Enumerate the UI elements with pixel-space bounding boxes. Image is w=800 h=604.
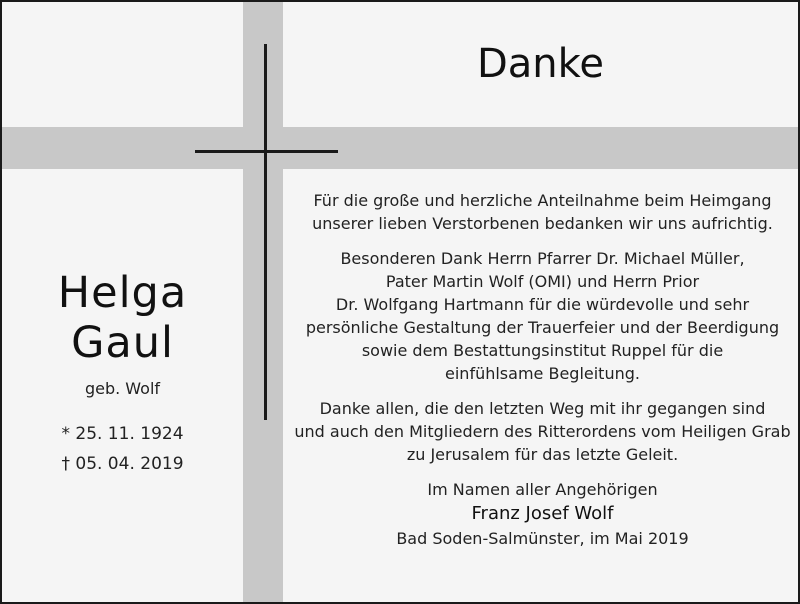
- birth-date: * 25. 11. 1924: [61, 424, 184, 444]
- cross-line-vertical: [264, 44, 267, 420]
- cross-band-horizontal: [2, 127, 800, 169]
- text-line: einfühlsame Begleitung.: [445, 364, 640, 383]
- text-line: Pater Martin Wolf (OMI) und Herrn Prior: [385, 272, 700, 291]
- last-name: Gaul: [71, 318, 174, 368]
- text-line: Danke allen, die den letzten Weg mit ihr gegangen sind: [319, 399, 766, 418]
- text-line: Dr. Wolfgang Hartmann für die würdevolle und sehr: [335, 295, 750, 314]
- place-date: Bad Soden-Salmünster, im Mai 2019: [396, 529, 689, 548]
- paragraph-thanks-all: [283, 397, 800, 466]
- signature: Franz Josef Wolf: [471, 503, 614, 524]
- text-line: unserer lieben Verstorbenen bedanken wir uns aufrichtig.: [312, 214, 773, 233]
- first-name: Helga: [57, 268, 188, 318]
- closing-line: Im Namen aller Angehörigen: [427, 480, 658, 499]
- text-line: Für die große und herzliche Anteilnahme beim Heimgang: [313, 191, 772, 210]
- cross-band-vertical: [243, 2, 283, 604]
- life-dates: [2, 419, 243, 479]
- heading-danke: Danke: [476, 41, 604, 87]
- cross-line-horizontal: [195, 150, 338, 153]
- paragraph-special-thanks: [283, 247, 800, 385]
- message-body: [283, 189, 800, 550]
- text-line: Besonderen Dank Herrn Pfarrer Dr. Michael Müller,: [340, 249, 745, 268]
- death-date: † 05. 04. 2019: [61, 454, 184, 474]
- deceased-block: [2, 268, 243, 479]
- text-line: persönliche Gestaltung der Trauerfeier und der Beerdigung: [305, 318, 780, 337]
- text-line: und auch den Mitgliedern des Ritterordens vom Heiligen Grab: [294, 422, 791, 441]
- text-line: sowie dem Bestattungsinstitut Ruppel für die: [361, 341, 724, 360]
- text-line: zu Jerusalem für das letzte Geleit.: [406, 445, 679, 464]
- maiden-name: geb. Wolf: [84, 379, 161, 398]
- paragraph-thanks: [283, 189, 800, 235]
